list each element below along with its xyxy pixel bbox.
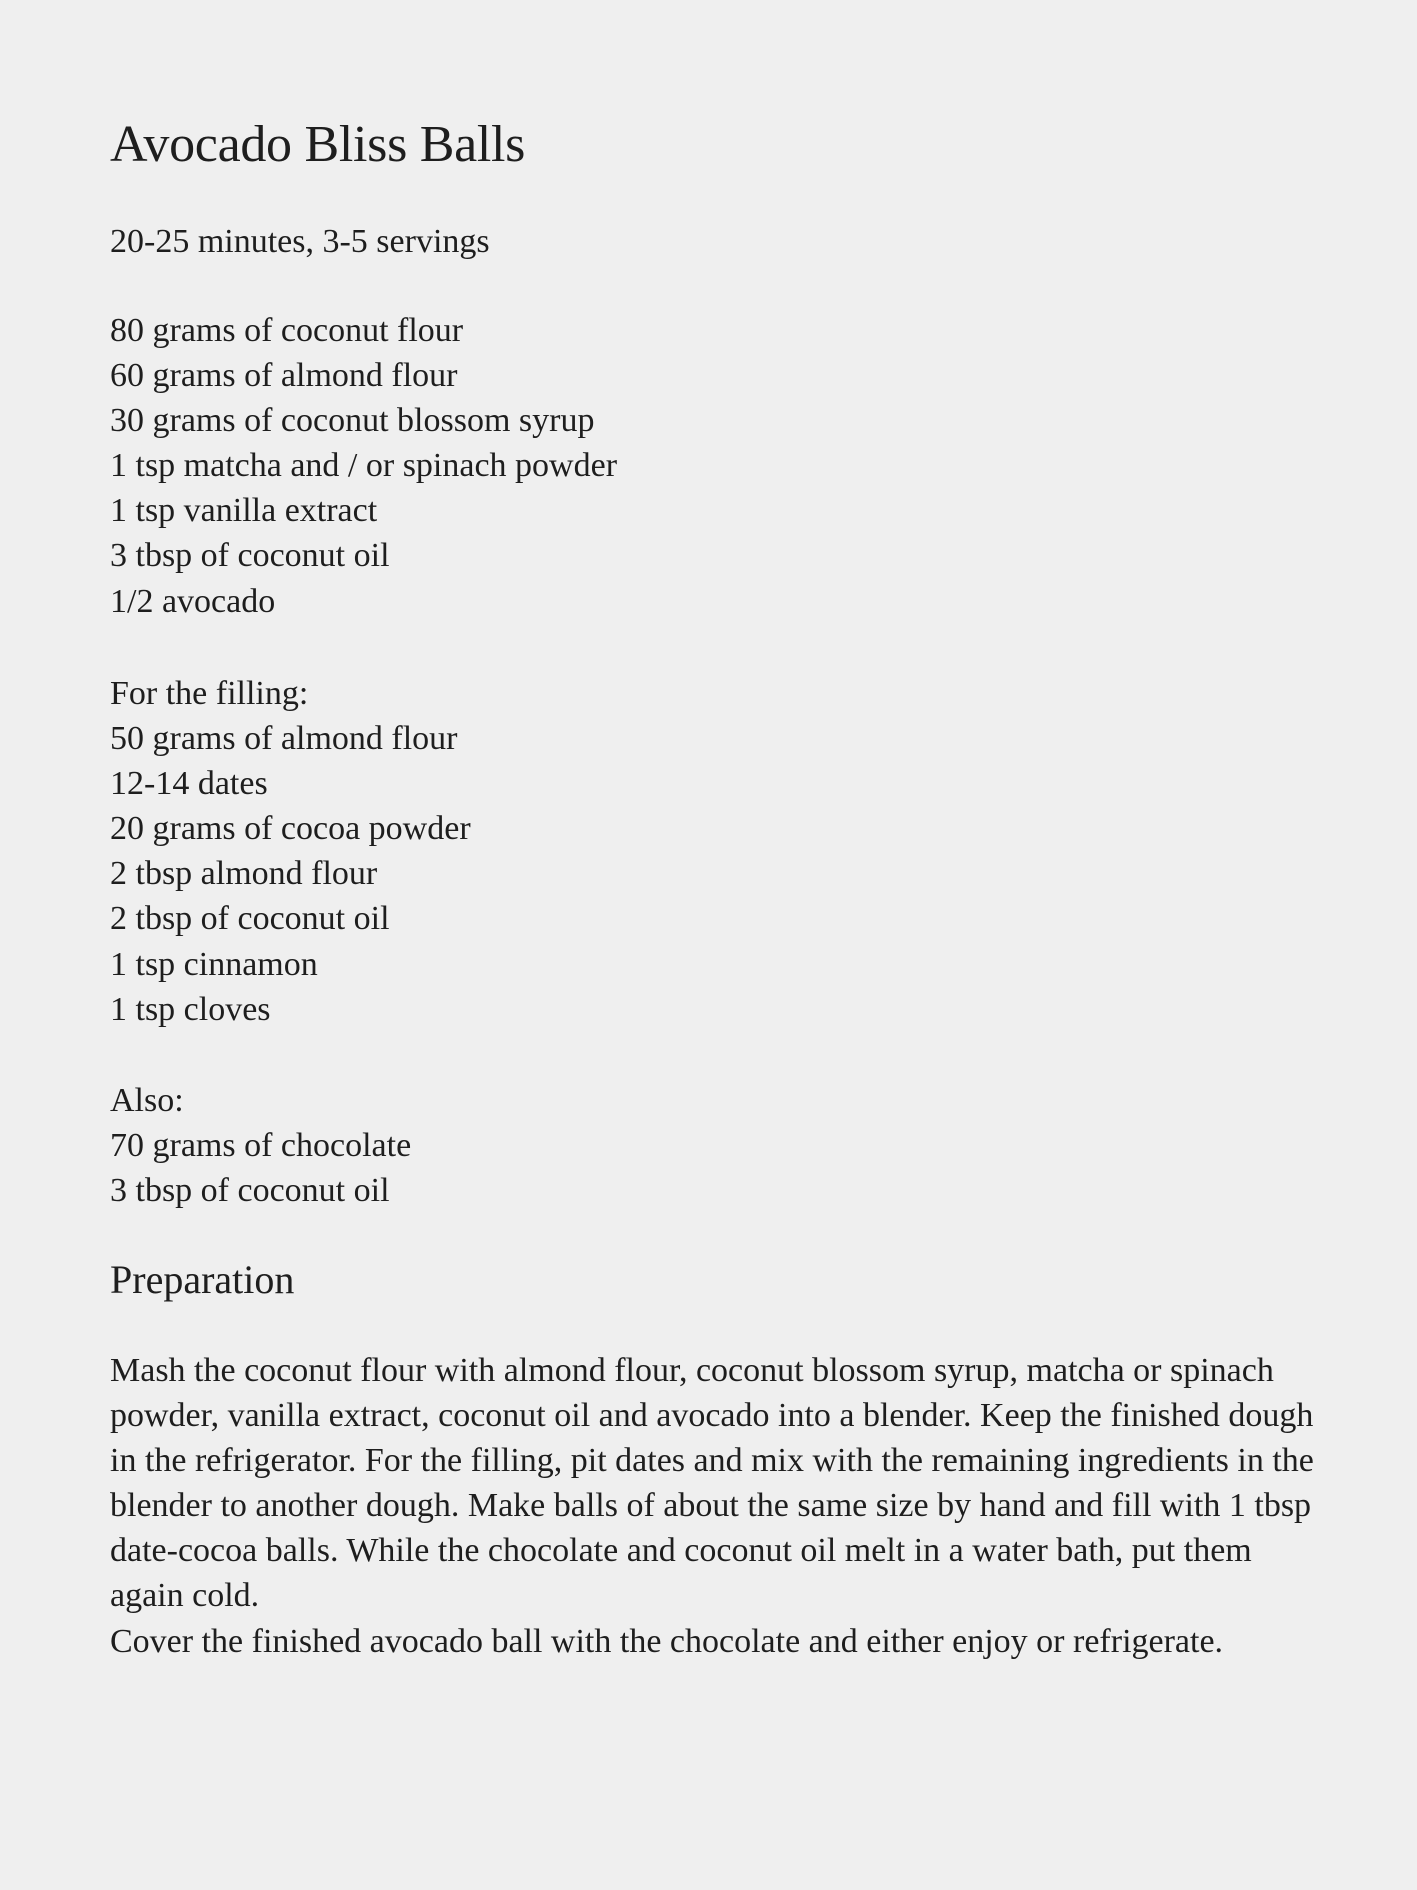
- ingredients-list: [110, 308, 617, 624]
- ingredient-item: 80 grams of coconut flour: [110, 312, 464, 349]
- filling-heading: For the filling:: [110, 675, 309, 712]
- ingredient-item: 1 tsp matcha and / or spinach powder: [110, 447, 618, 485]
- ingredient-item: 30 grams of coconut blossom syrup: [110, 402, 595, 440]
- filling-item: 1 tsp cloves: [110, 990, 271, 1028]
- also-heading: Also:: [110, 1082, 184, 1119]
- preparation-text: [110, 1348, 1320, 1664]
- also-list: [110, 1078, 411, 1213]
- preparation-heading: Preparation: [110, 1257, 295, 1302]
- filling-item: 2 tbsp almond flour: [110, 855, 378, 893]
- ingredient-item: 1/2 avocado: [110, 582, 276, 620]
- filling-item: 12-14 dates: [110, 765, 268, 803]
- also-item: 70 grams of chocolate: [110, 1127, 412, 1165]
- filling-item: 20 grams of cocoa powder: [110, 810, 471, 848]
- also-item: 3 tbsp of coconut oil: [110, 1172, 390, 1210]
- filling-item: 1 tsp cinnamon: [110, 945, 318, 983]
- recipe-meta: 20-25 minutes, 3-5 servings: [110, 223, 490, 260]
- ingredient-item: 60 grams of almond flour: [110, 357, 458, 395]
- ingredient-item: 1 tsp vanilla extract: [110, 492, 378, 530]
- ingredient-item: 3 tbsp of coconut oil: [110, 537, 390, 575]
- filling-list: [110, 671, 471, 1032]
- filling-item: 2 tbsp of coconut oil: [110, 900, 390, 938]
- recipe-title: Avocado Bliss Balls: [110, 116, 526, 173]
- preparation-paragraph: Cover the finished avocado ball with the chocolate and either enjoy or refrigerate.: [110, 1622, 1224, 1660]
- filling-item: 50 grams of almond flour: [110, 720, 458, 758]
- preparation-paragraph: Mash the coconut flour with almond flour, coconut blossom syrup, matcha or spinach powder, vanilla extract, coconut oil and avocado into a blender. Keep the finished dough in the refrigerator. For the filling, pit dates and mix with the remaining ingredients in the blender to another dough. Make balls of about the same size by hand and fill with 1 tbsp date-cocoa balls. While the chocolate and coconut oil melt in a water bath, put them again cold.: [110, 1352, 1314, 1615]
